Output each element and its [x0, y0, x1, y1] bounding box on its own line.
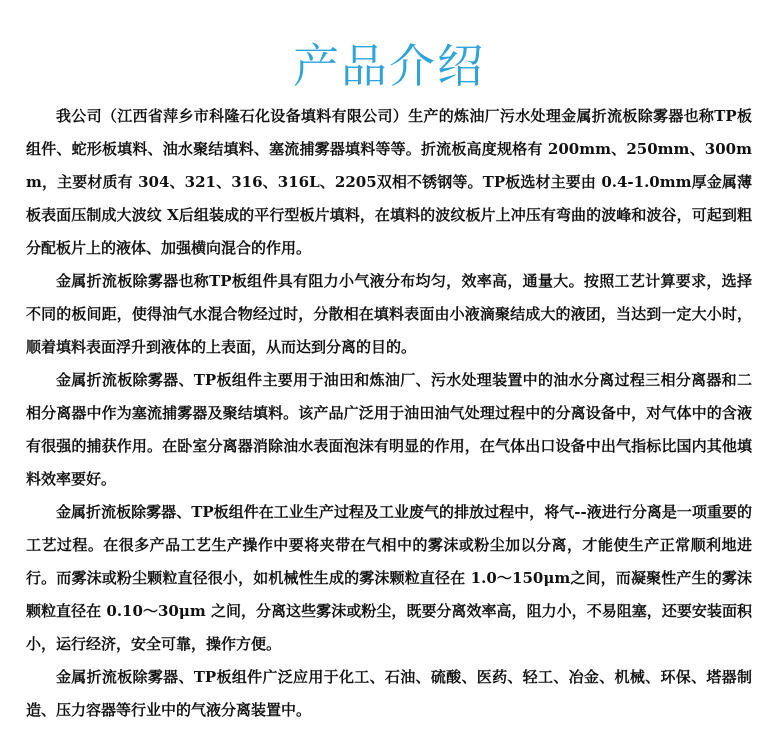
paragraph-5: 金属折流板除雾器、TP板组件广泛应用于化工、石油、硫酸、医药、轻工、冶金、机械、环保、塔器制造、压力容器等行业中的气液分离装置中。	[26, 668, 752, 719]
page-title: 产品介绍	[293, 39, 485, 93]
article-body	[26, 100, 752, 727]
paragraph-4: 金属折流板除雾器、TP板组件在工业生产过程及工业废气的排放过程中，将气--液进行分离是一项重要的工艺过程。在很多产品工艺生产操作中要将夹带在气相中的雾沫或粉尘加以分离，才能使生产正常顺利地进行。而雾沫或粉尘颗粒直径很小，如机械性生成的雾沫颗粒直径在 1.0～150μm之间，而凝聚性产生的雾沫颗粒直径在 0.10～30μm 之间，分离这些雾沫或粉尘，既要分离效率高，阻力小，不易阻塞，还要安装面积小，运行经济，安全可靠，操作方便。	[26, 503, 752, 653]
paragraph-3: 金属折流板除雾器、TP板组件主要用于油田和炼油厂、污水处理装置中的油水分离过程三相分离器和二相分离器中作为塞流捕雾器及聚结填料。该产品广泛用于油田油气处理过程中的分离设备中，对气体中的含液有很强的捕获作用。在卧室分离器消除油水表面泡沫有明显的作用，在气体出口设备中出气指标比国内其他填料效率要好。	[26, 371, 752, 488]
paragraph-1: 我公司（江西省萍乡市科隆石化设备填料有限公司）生产的炼油厂污水处理金属折流板除雾器也称TP板组件、蛇形板填料、油水聚结填料、塞流捕雾器填料等等。折流板高度规格有 200mm、250mm、300mm，主要材质有 304、321、316、316L、2205双相不锈钢等。TP板选材主要由 0.4-1.0mm厚金属薄板表面压制成大波纹 X后组装成的平行型板片填料，在填料的波纹板片上冲压有弯曲的波峰和波谷，可起到粗分配板片上的液体、加强横向混合的作用。	[26, 107, 752, 257]
paragraph-2: 金属折流板除雾器也称TP板组件具有阻力小气液分布均匀，效率高，通量大。按照工艺计算要求，选择不同的板间距，使得油气水混合物经过时，分散相在填料表面由小液滴聚结成大的液团，当达到一定大小时，顺着填料表面浮升到液体的上表面，从而达到分离的目的。	[26, 272, 752, 356]
